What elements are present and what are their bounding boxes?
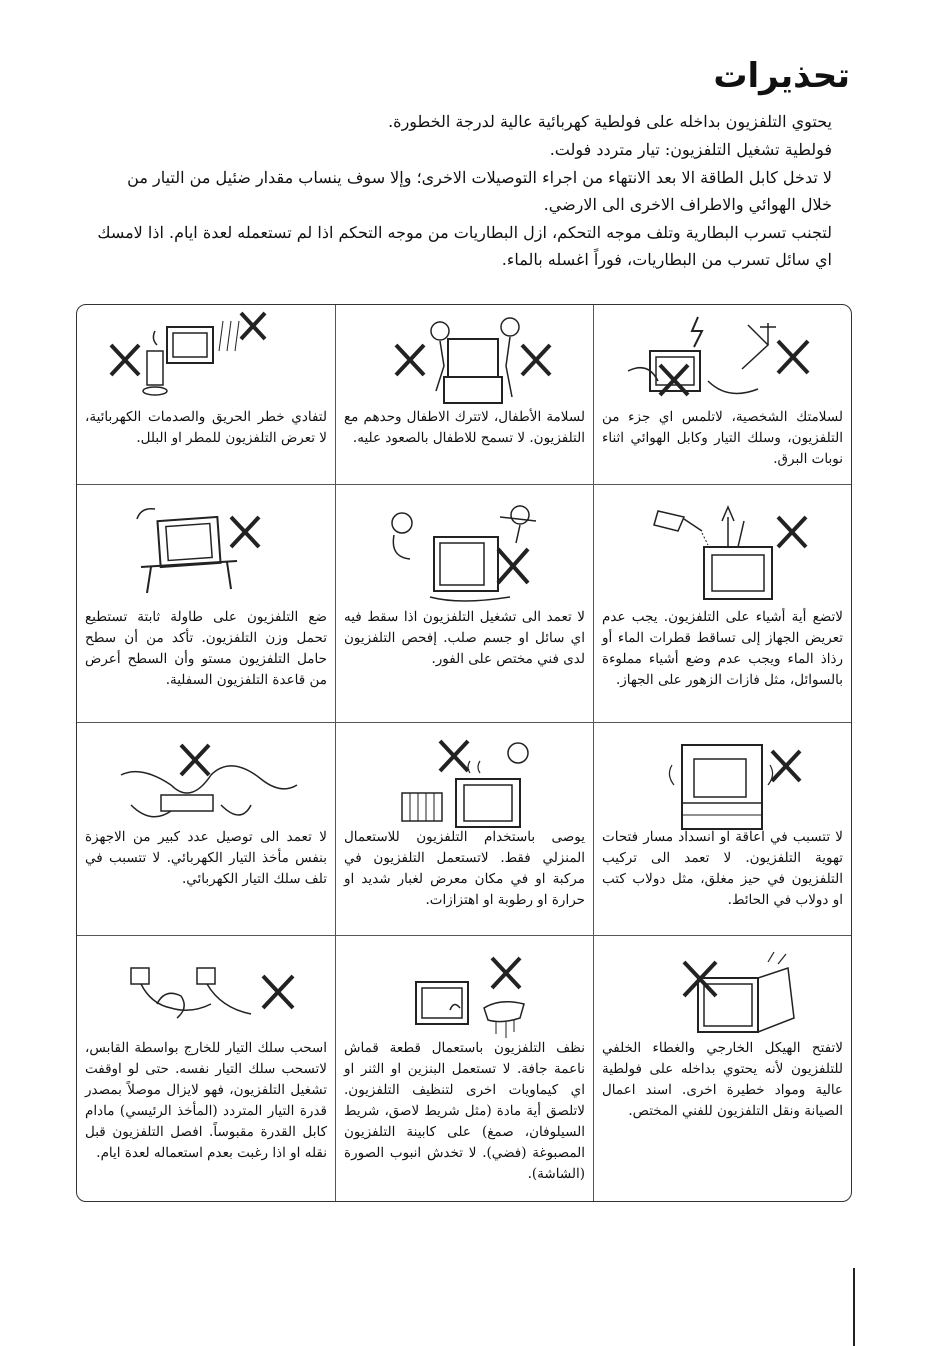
open-back-cover-icon	[618, 948, 828, 1044]
cleaning-cloth-icon	[360, 948, 570, 1044]
lightning-antenna-icon	[618, 311, 828, 407]
warning-text: نظف التلفزيون باستعمال قطعة قماش ناعمة جافة. لا تستعمل البنزين او الثنر او اي كيماويات اخرى لتنظيف التلفزيون. لاتلصق أية مادة (مثل شريط لاصق، شريط السيلوفان، صمغ) على كابينة التلفزيون المصبوغة (فضي). لا تخدش انبوب الصورة (الشاشة).	[344, 1040, 585, 1182]
warning-text: ضع التلفزيون على طاولة ثابتة تستطيع تحمل وزن التلفزيون. تأكد من أن سطح حامل التلفزيون مستو وأن السطح أعرض من قاعدة التلفزيون السفلية.	[85, 609, 327, 688]
intro-line: يحتوي التلفزيون بداخله على فولطية كهربائية عالية لدرجة الخطورة.	[388, 112, 832, 131]
warning-cell	[593, 485, 851, 723]
warning-cell	[335, 936, 593, 1201]
warning-cell	[593, 305, 851, 485]
warning-text: لاتضع أية أشياء على التلفزيون. يجب عدم تعريض الجهاز إلى تساقط قطرات الماء أو رذاذ الماء ويجب عدم وضع أشياء مملوءة بالسوائل، مثل فازات الزهور على الجهاز.	[602, 609, 843, 688]
page-title: تحذيرات	[713, 56, 850, 96]
warning-cell	[335, 723, 593, 936]
warning-cell	[77, 485, 335, 723]
intro-line: لتجنب تسرب البطارية وتلف موجه التحكم، ازل البطاريات من موجه التحكم اذا لم تستعمله لعدة ايام. اذا لامسك اي سائل تسرب من البطاريات، فوراً اغسله بالماء.	[97, 223, 832, 269]
page-edge-rule	[853, 1268, 855, 1346]
warning-text: لسلامة الأطفال، لاتترك الاطفال وحدهم مع التلفزيون. لا تسمح للاطفال بالصعود عليه.	[344, 409, 585, 446]
warning-text: لا تتسبب في اعاقة او انسداد مسار فتحات تهوية التلفزيون. لا تعمد الى تركيب التلفزيون في حيز مغلق، مثل دولاب كتب او دولاب في الحائط.	[602, 829, 843, 908]
warning-text: يوصى باستخدام التلفزيون للاستعمال المنزلي فقط. لاتستعمل التلفزيون في مركبة او في مكان معرض لغبار شديد او حرارة او رطوبة او اهتزازات.	[344, 829, 585, 908]
spilled-liquid-icon	[360, 497, 570, 607]
intro-line: فولطية تشغيل التلفزيون: تيار متردد فولت.	[549, 140, 832, 159]
warnings-table	[76, 304, 852, 1202]
warning-text: لسلامتك الشخصية، لاتلمس اي جزء من التلفزيون، وسلك التيار وكابل الهوائي اثناء نوبات البرق.	[602, 409, 843, 467]
heater-sun-icon	[360, 735, 570, 831]
warning-cell	[335, 305, 593, 485]
intro-block	[92, 108, 832, 274]
warning-cell	[593, 723, 851, 936]
warning-cell	[593, 936, 851, 1201]
warning-cell	[77, 723, 335, 936]
children-climbing-icon	[360, 311, 570, 407]
warning-cell	[77, 936, 335, 1201]
unstable-table-icon	[101, 497, 311, 607]
warning-text: لتفادي خطر الحريق والصدمات الكهربائية، لا تعرض التلفزيون للمطر او البلل.	[85, 409, 327, 446]
warning-cell	[335, 485, 593, 723]
warning-text: لاتفتح الهيكل الخارجي والغطاء الخلفي للتلفزيون لأنه يحتوي بداخله على فولطية عالية ومواد خطيرة اخرى. اسند اعمال الصيانة ونقل التلفزيون للفني المختص.	[602, 1040, 843, 1119]
blocked-vents-icon	[618, 735, 828, 831]
intro-line: لا تدخل كابل الطاقة الا بعد الانتهاء من اجراء التوصيلات الاخرى؛ وإلا سوف ينساب مقدار ضئيل من التيار من خلال الهوائي والاطراف الاخرى الى الارضي.	[127, 168, 832, 214]
watering-can-icon	[618, 497, 828, 607]
overloaded-outlet-icon	[101, 735, 311, 831]
warning-text: لا تعمد الى توصيل عدد كبير من الاجهزة بنفس مأخذ التيار الكهربائي. لا تتسبب في تلف سلك التيار الكهربائي.	[85, 829, 327, 887]
warning-cell	[77, 305, 335, 485]
unplug-cord-icon	[101, 948, 311, 1044]
warning-text: اسحب سلك التيار للخارج بواسطة القابس، لاتسحب سلك التيار نفسه. حتى لو اوقفت تشغيل التلفزيون، فهو لايزال موصلاً بمصدر قدرة التيار المتردد (المأخذ الرئيسي) مادام كابل القدرة مقبوساً. افصل التلفزيون قبل نقله او اذا رغبت بعدم استعماله لعدة ايام.	[85, 1040, 327, 1161]
fire-rain-icon	[101, 311, 311, 407]
warning-text: لا تعمد الى تشغيل التلفزيون اذا سقط فيه اي سائل او جسم صلب. إفحص التلفزيون لدى فني مختص على الفور.	[344, 609, 585, 667]
